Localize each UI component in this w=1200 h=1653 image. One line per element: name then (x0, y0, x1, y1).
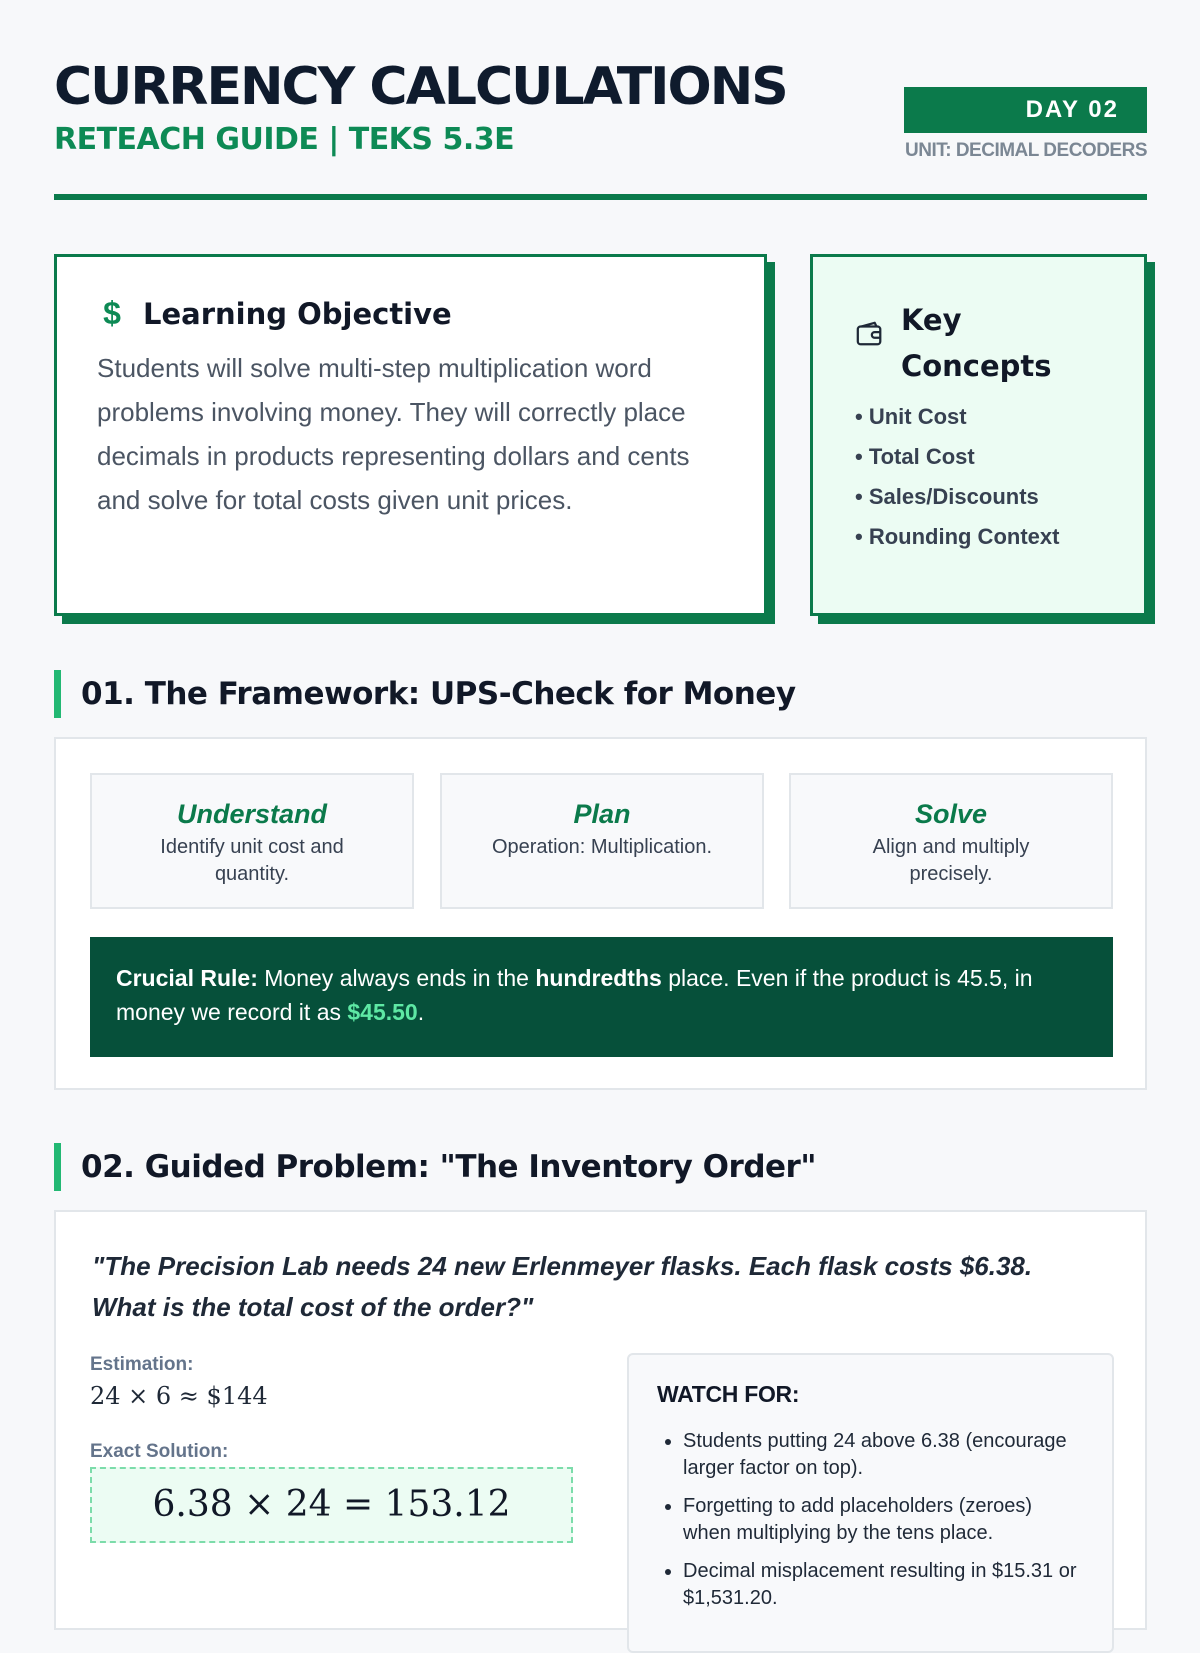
step-name: Plan (573, 799, 631, 829)
step-solve (789, 773, 1113, 909)
money-example: $45.50 (347, 999, 418, 1025)
rule-emphasis: hundredths (535, 965, 662, 991)
step-name: Solve (914, 799, 988, 829)
watch-for-title: WATCH FOR: (657, 1381, 800, 1407)
list-item: • Total Cost (855, 444, 975, 469)
crucial-rule-callout (90, 937, 1113, 1057)
list-item: • Rounding Context (855, 524, 1060, 549)
section-accent-bar (54, 1143, 61, 1191)
objective-text: Students will solve multi-step multiplication word problems involving money. They will correctly place decimals in products representing dollars and cents and solve for total costs given unit prices. (97, 353, 690, 515)
step-description: Identify unit cost and quantity. (160, 836, 344, 885)
day-badge: DAY 02 (904, 87, 1147, 133)
list-item: • Decimal misplacement resulting in $15.31 or $1,531.20. (683, 1558, 1084, 1612)
dollar-icon: $ (103, 295, 121, 331)
rule-text: Money always ends in the (257, 965, 536, 991)
watch-for-box (627, 1353, 1114, 1653)
step-understand (90, 773, 414, 909)
page-subtitle: RETEACH GUIDE | TEKS 5.3E (54, 122, 515, 157)
section-framework-heading (54, 670, 796, 718)
list-item: • Students putting 24 above 6.38 (encourage larger factor on top). (683, 1428, 1084, 1482)
list-item: • Sales/Discounts (855, 484, 1039, 509)
section-title: 02. Guided Problem: "The Inventory Order" (81, 1149, 816, 1185)
framework-panel (54, 737, 1147, 1090)
step-description: Align and multiply precisely. (872, 836, 1030, 885)
key-concepts-card (810, 254, 1147, 616)
header-divider (54, 194, 1147, 200)
objective-title: Learning Objective (143, 296, 452, 331)
estimation-label: Estimation: (90, 1354, 194, 1375)
unit-label: UNIT: DECIMAL DECODERS (905, 140, 1147, 161)
watch-for-list (657, 1428, 1084, 1612)
section-title: 01. The Framework: UPS-Check for Money (81, 676, 796, 712)
problem-statement: "The Precision Lab needs 24 new Erlenmeyer flasks. Each flask costs $6.38. What is the total cost of the order?" (92, 1251, 1033, 1322)
step-plan (440, 773, 764, 909)
exact-solution-box: 6.38 × 24 = 153.12 (90, 1467, 573, 1543)
key-concepts-title: Key Concepts (900, 303, 1052, 383)
list-item: • Unit Cost (855, 404, 967, 429)
wallet-icon (855, 319, 885, 349)
rule-text: . (417, 999, 425, 1025)
estimation-expression: 24 × 6 ≈ $144 (90, 1382, 268, 1410)
step-name: Understand (176, 799, 328, 829)
section-accent-bar (54, 670, 61, 718)
list-item: • Forgetting to add placeholders (zeroes) when multiplying by the tens place. (683, 1493, 1084, 1547)
learning-objective-card (54, 254, 767, 616)
page-title: CURRENCY CALCULATIONS (54, 57, 787, 117)
key-concepts-list (855, 397, 1108, 557)
step-description: Operation: Multiplication. (491, 836, 713, 858)
guided-problem-panel (54, 1210, 1147, 1630)
rule-label: Crucial Rule: (116, 965, 258, 991)
rule-text: place. Even if the product is 45.5, in money we record it as (116, 965, 1033, 1025)
section-guided-problem-heading (54, 1143, 816, 1191)
page-header (54, 56, 1147, 161)
exact-solution-label: Exact Solution: (90, 1441, 229, 1462)
